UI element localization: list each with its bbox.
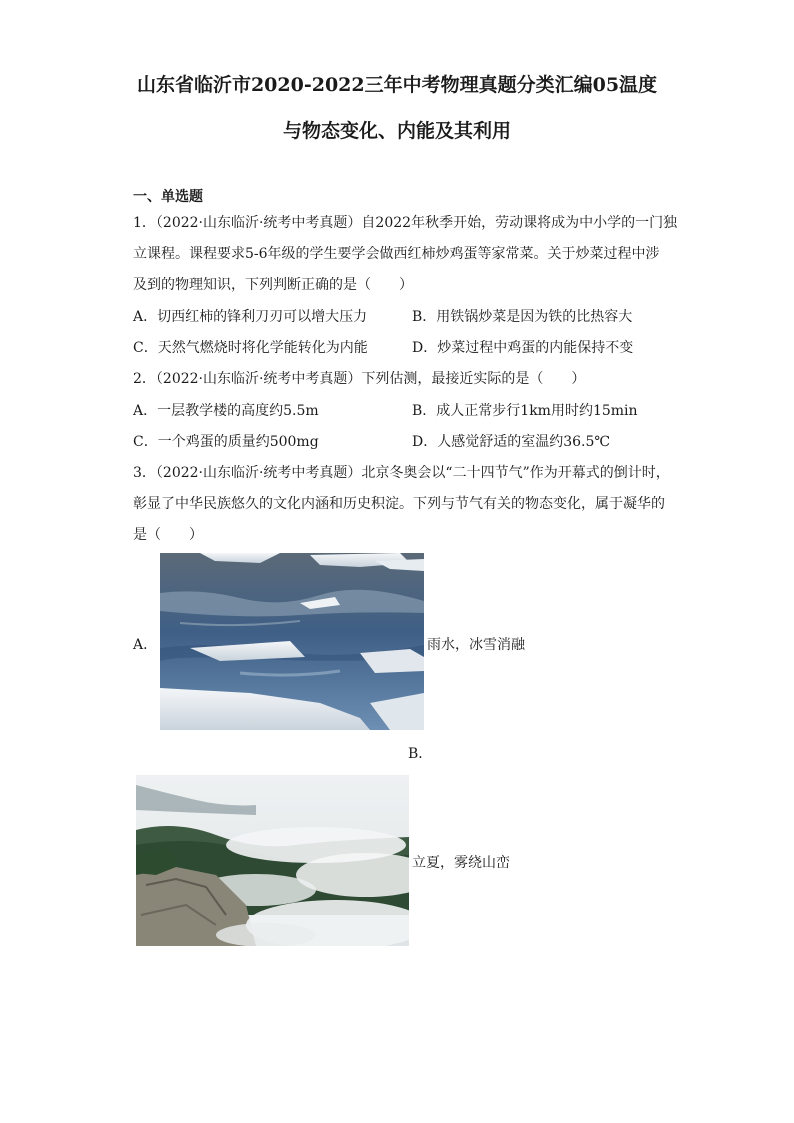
question-1-option-b: B．用铁锅炒菜是因为铁的比热容大: [412, 309, 633, 325]
question-1-text-line-3: 及到的物理知识，下列判断正确的是（ ）: [133, 277, 413, 293]
document-title-line-2: 与物态变化、内能及其利用: [282, 120, 511, 142]
question-1-option-a: A．切西红柿的锋利刀刃可以增大压力: [133, 309, 368, 325]
question-2-text-line-1: 2．（2022·山东临沂·统考中考真题）下列估测，最接近实际的是（ ）: [133, 371, 586, 387]
question-2-option-d: D．人感觉舒适的室温约36.5℃: [412, 434, 611, 450]
question-2-option-c: C．一个鸡蛋的质量约500mg: [133, 434, 319, 450]
question-3-option-b-caption: 立夏，雾绕山峦: [412, 855, 510, 871]
question-3-text-line-3: 是（ ）: [133, 527, 203, 543]
section-heading: 一、单选题: [133, 189, 203, 205]
misty-mountain-photo: [136, 775, 409, 946]
question-1-option-d: D．炒菜过程中鸡蛋的内能保持不变: [412, 340, 634, 356]
question-2-option-a: A．一层教学楼的高度约5.5m: [133, 403, 319, 419]
question-3-option-b-label: B．: [408, 746, 433, 762]
question-1-text-line-1: 1．（2022·山东临沂·统考中考真题）自2022年秋季开始，劳动课将成为中小学的一门独: [133, 215, 678, 231]
question-2-option-b: B．成人正常步行1km用时约15min: [412, 403, 638, 419]
document-title-line-1: 山东省临沂市2020-2022三年中考物理真题分类汇编05温度: [136, 74, 658, 96]
ice-melting-photo: [160, 553, 424, 730]
question-3-text-line-2: 彰显了中华民族悠久的文化内涵和历史积淀。下列与节气有关的物态变化，属于凝华的: [133, 496, 665, 512]
question-3-option-a-label: A．: [133, 637, 158, 653]
question-3-text-line-1: 3．（2022·山东临沂·统考中考真题）北京冬奥会以“二十四节气”作为开幕式的倒计时，: [133, 465, 670, 481]
question-1-option-c: C．天然气燃烧时将化学能转化为内能: [133, 340, 368, 356]
question-1-text-line-2: 立课程。课程要求5-6年级的学生要学会做西红柿炒鸡蛋等家常菜。关于炒菜过程中涉: [133, 246, 660, 262]
question-3-option-a-caption: 雨水，冰雪消融: [427, 637, 525, 653]
